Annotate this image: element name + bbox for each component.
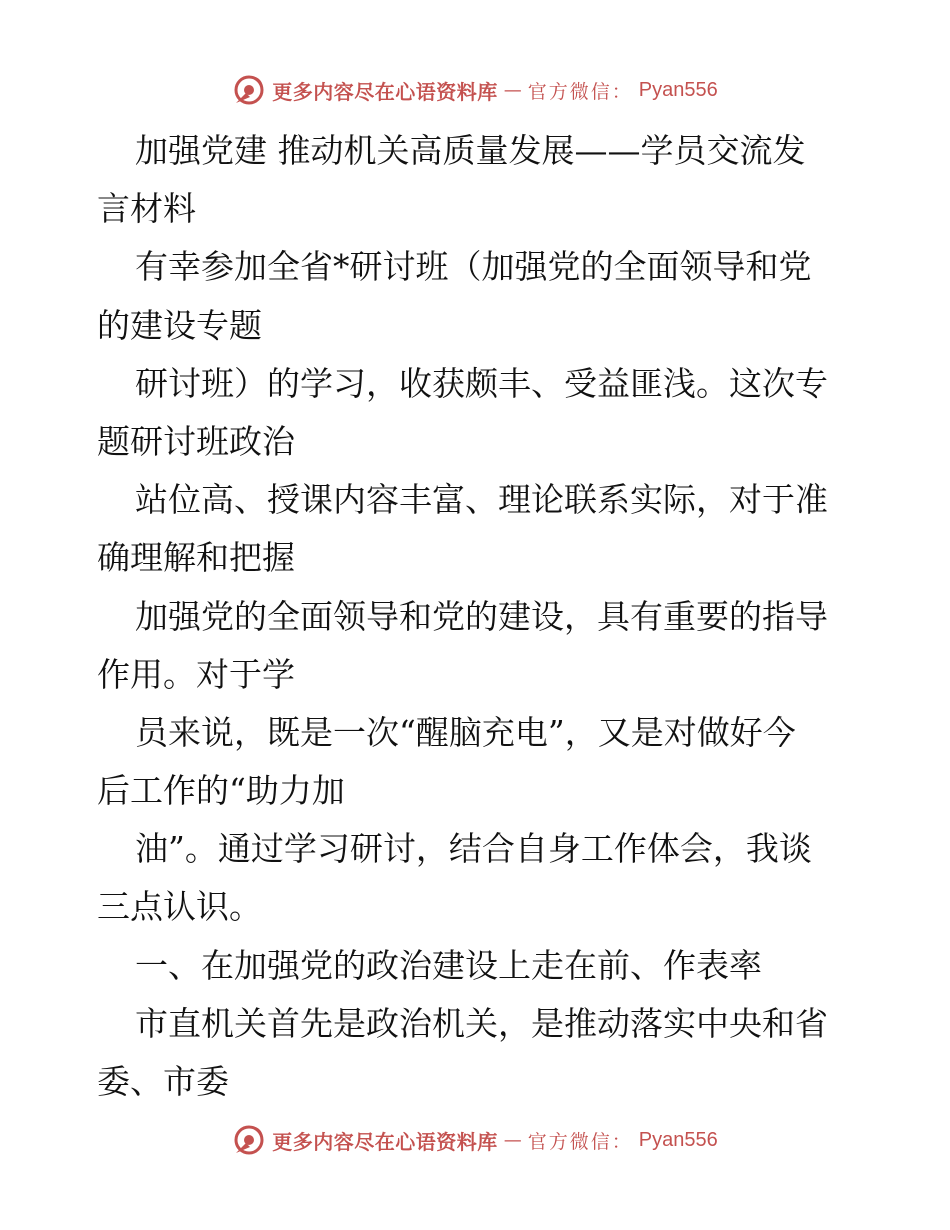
section-heading-1: 一、在加强党的政治建设上走在前、作表率 [135,945,762,985]
document-line-13: 油”。通过学习研讨，结合自身工作体会，我谈 [135,829,812,869]
document-line-7: 站位高、授课内容丰富、理论联系实际，对于准 [135,480,828,520]
document-line-5: 研讨班）的学习，收获颇丰、受益匪浅。这次专 [135,363,828,403]
header-wechat-id: Pyan556 [638,78,718,101]
header-wechat-label: 官方微信： [527,80,633,103]
document-line-8: 确理解和把握 [97,538,295,578]
pen-logo-icon [232,1123,266,1157]
header-separator: — [503,79,522,101]
pen-logo-icon [232,73,266,107]
document-line-2: 言材料 [97,189,196,229]
document-line-17: 委、市委 [97,1062,229,1101]
document-line-3: 有幸参加全省*研讨班（加强党的全面领导和党 [135,247,812,287]
document-line-11: 员来说，既是一次“醒脑充电”，又是对做好今 [135,712,796,752]
footer-brand-text: 更多内容尽在心语资料库 [272,1129,498,1154]
header-watermark [0,70,950,110]
document-body [97,122,857,1111]
header-brand-text: 更多内容尽在心语资料库 [272,79,498,104]
document-line-12: 后工作的“助力加 [97,771,345,811]
footer-separator: — [503,1129,522,1151]
document-line-1: 加强党建 推动机关高质量发展——学员交流发 [135,131,806,170]
document-line-4: 的建设专题 [97,305,262,345]
document-line-14: 三点认识。 [97,887,262,927]
footer-watermark [0,1120,950,1160]
footer-wechat-label: 官方微信： [527,1130,633,1153]
document-line-9: 加强党的全面领导和党的建设，具有重要的指导 [135,596,828,636]
document-line-10: 作用。对于学 [97,654,295,694]
document-line-16: 市直机关首先是政治机关，是推动落实中央和省 [135,1003,828,1043]
footer-wechat-id: Pyan556 [638,1128,718,1151]
document-line-6: 题研讨班政治 [97,421,295,461]
